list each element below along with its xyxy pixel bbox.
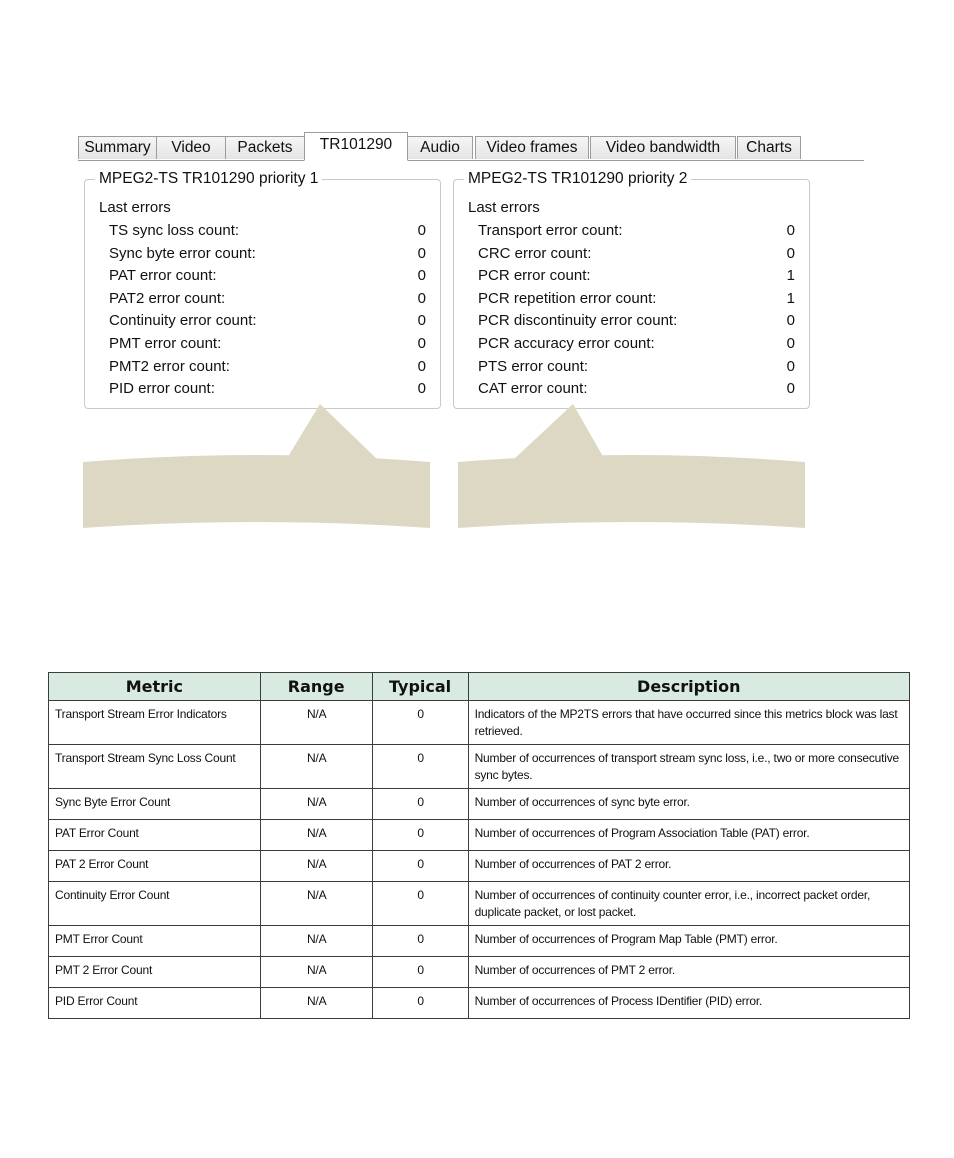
priority2-section-label: Last errors xyxy=(468,199,540,216)
p2-row xyxy=(478,356,795,379)
cell-typical: 0 xyxy=(372,957,468,988)
tab-strip xyxy=(78,134,864,161)
p1-row-label: PAT2 error count: xyxy=(109,289,226,307)
p2-row xyxy=(478,265,795,288)
p1-row-label: PID error count: xyxy=(109,380,215,398)
table-row xyxy=(49,926,910,957)
p2-row-value: 0 xyxy=(786,312,795,330)
header-description: Description xyxy=(468,673,909,701)
p1-row xyxy=(109,378,426,401)
table-row xyxy=(49,851,910,882)
metrics-table xyxy=(48,672,910,1019)
p1-row-label: PMT2 error count: xyxy=(109,357,230,375)
p1-row-value: 0 xyxy=(417,289,426,307)
p2-row-value: 1 xyxy=(786,289,795,307)
table-header-row xyxy=(49,673,910,701)
header-range: Range xyxy=(260,673,372,701)
callout-right xyxy=(455,400,810,532)
p1-row-label: PMT error count: xyxy=(109,334,222,352)
priority1-section-label: Last errors xyxy=(99,199,171,216)
p2-row xyxy=(478,288,795,311)
tab-audio[interactable]: Audio xyxy=(407,136,473,159)
cell-description: Number of occurrences of Program Map Table (PMT) error. xyxy=(468,926,909,957)
p2-row-label: PCR repetition error count: xyxy=(478,289,657,307)
p1-row-label: PAT error count: xyxy=(109,267,217,285)
cell-description: Number of occurrences of Program Association Table (PAT) error. xyxy=(468,820,909,851)
cell-typical: 0 xyxy=(372,988,468,1019)
table-row xyxy=(49,820,910,851)
p2-row xyxy=(478,378,795,401)
tab-charts[interactable]: Charts xyxy=(737,136,801,159)
p2-row-value: 1 xyxy=(786,267,795,285)
cell-metric: Transport Stream Sync Loss Count xyxy=(49,745,261,789)
cell-range: N/A xyxy=(260,882,372,926)
cell-typical: 0 xyxy=(372,820,468,851)
priority1-group xyxy=(84,170,441,409)
cell-typical: 0 xyxy=(372,926,468,957)
table-row xyxy=(49,882,910,926)
table-row xyxy=(49,988,910,1019)
cell-description: Number of occurrences of PMT 2 error. xyxy=(468,957,909,988)
p1-row xyxy=(109,356,426,379)
p1-row-value: 0 xyxy=(417,380,426,398)
table-row xyxy=(49,701,910,745)
cell-range: N/A xyxy=(260,745,372,789)
cell-metric: PAT Error Count xyxy=(49,820,261,851)
p2-row-label: PCR discontinuity error count: xyxy=(478,312,678,330)
p1-row-value: 0 xyxy=(417,312,426,330)
priority1-title: MPEG2-TS TR101290 priority 1 xyxy=(95,169,322,189)
callout-right-shape xyxy=(458,404,805,528)
p1-row xyxy=(109,333,426,356)
cell-description: Number of occurrences of sync byte error. xyxy=(468,789,909,820)
cell-description: Number of occurrences of transport stream sync loss, i.e., two or more consecutive sync bytes. xyxy=(468,745,909,789)
p2-row-value: 0 xyxy=(786,380,795,398)
cell-range: N/A xyxy=(260,820,372,851)
p2-row-label: Transport error count: xyxy=(478,222,623,239)
p1-row-label: Continuity error count: xyxy=(109,312,257,330)
p1-row xyxy=(109,310,426,333)
cell-metric: PAT 2 Error Count xyxy=(49,851,261,882)
priority2-title: MPEG2-TS TR101290 priority 2 xyxy=(464,169,691,189)
header-typical: Typical xyxy=(372,673,468,701)
table-row xyxy=(49,789,910,820)
cell-typical: 0 xyxy=(372,789,468,820)
tab-tr101290[interactable]: TR101290 xyxy=(304,132,408,161)
p2-row-value: 0 xyxy=(786,357,795,375)
p1-row-value: 0 xyxy=(417,244,426,262)
priority2-group xyxy=(453,170,810,409)
tab-video[interactable]: Video xyxy=(156,136,226,159)
p1-row xyxy=(109,243,426,266)
cell-description: Number of occurrences of PAT 2 error. xyxy=(468,851,909,882)
p2-row xyxy=(478,243,795,266)
table-row xyxy=(49,957,910,988)
cell-metric: Continuity Error Count xyxy=(49,882,261,926)
p2-row-label: PCR accuracy error count: xyxy=(478,334,655,352)
cell-range: N/A xyxy=(260,988,372,1019)
cell-range: N/A xyxy=(260,701,372,745)
p1-row-value: 0 xyxy=(417,334,426,352)
p2-row-label: PTS error count: xyxy=(478,357,589,375)
analyzer-window xyxy=(70,134,864,434)
table-row xyxy=(49,745,910,789)
cell-range: N/A xyxy=(260,789,372,820)
cell-description: Indicators of the MP2TS errors that have occurred since this metrics block was last retrieved. xyxy=(468,701,909,745)
p2-row xyxy=(478,310,795,333)
cell-metric: Transport Stream Error Indicators xyxy=(49,701,261,745)
p2-row-value: 0 xyxy=(786,222,795,239)
cell-range: N/A xyxy=(260,851,372,882)
tab-packets[interactable]: Packets xyxy=(225,136,305,159)
callout-left xyxy=(80,400,435,532)
cell-description: Number of occurrences of continuity counter error, i.e., incorrect packet order, duplicate packet, or lost packet. xyxy=(468,882,909,926)
cell-typical: 0 xyxy=(372,701,468,745)
p1-row xyxy=(109,220,426,243)
cell-typical: 0 xyxy=(372,851,468,882)
p1-row-label: Sync byte error count: xyxy=(109,244,256,262)
p2-row-value: 0 xyxy=(786,334,795,352)
p1-row-value: 0 xyxy=(417,357,426,375)
cell-typical: 0 xyxy=(372,882,468,926)
p1-row-label: TS sync loss count: xyxy=(109,222,240,239)
p2-row xyxy=(478,220,795,243)
p1-row-value: 0 xyxy=(417,267,426,285)
p1-row-value: 0 xyxy=(417,222,426,239)
p2-row xyxy=(478,333,795,356)
cell-description: Number of occurrences of Process IDentifier (PID) error. xyxy=(468,988,909,1019)
cell-metric: PID Error Count xyxy=(49,988,261,1019)
p1-row xyxy=(109,265,426,288)
cell-range: N/A xyxy=(260,926,372,957)
p2-row-label: CAT error count: xyxy=(478,380,588,398)
p1-row xyxy=(109,288,426,311)
cell-typical: 0 xyxy=(372,745,468,789)
callout-left-shape xyxy=(83,404,430,528)
header-metric: Metric xyxy=(49,673,261,701)
tab-video-bandwidth[interactable]: Video bandwidth xyxy=(590,136,736,159)
cell-metric: PMT Error Count xyxy=(49,926,261,957)
p2-row-value: 0 xyxy=(786,244,795,262)
p2-row-label: CRC error count: xyxy=(478,244,592,262)
tab-summary[interactable]: Summary xyxy=(78,136,157,159)
tab-video-frames[interactable]: Video frames xyxy=(475,136,589,159)
p2-row-label: PCR error count: xyxy=(478,267,591,285)
cell-range: N/A xyxy=(260,957,372,988)
cell-metric: PMT 2 Error Count xyxy=(49,957,261,988)
cell-metric: Sync Byte Error Count xyxy=(49,789,261,820)
